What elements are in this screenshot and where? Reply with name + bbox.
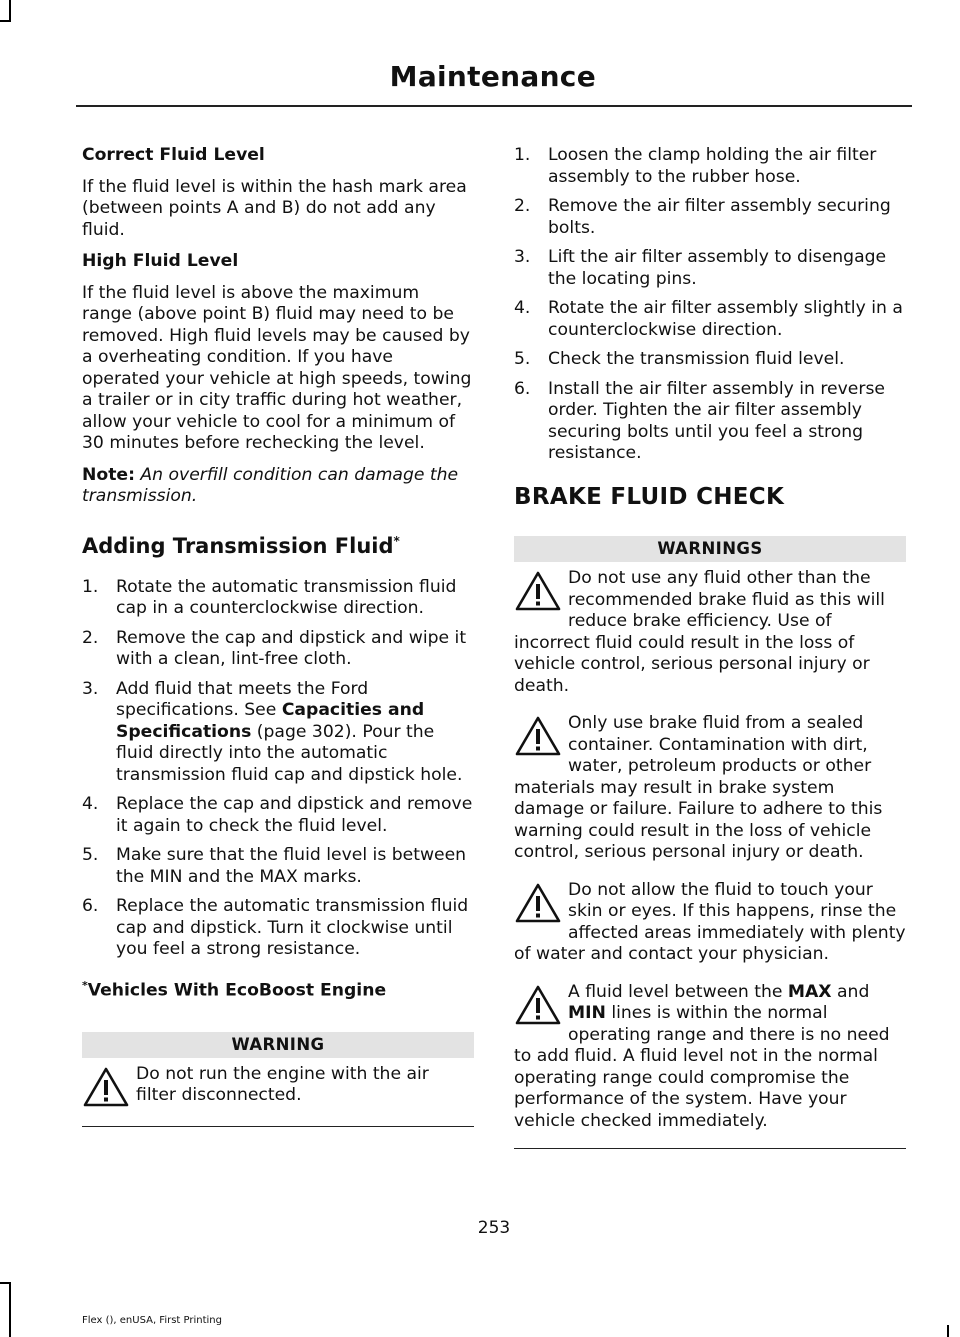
step-text: Replace the automatic transmission fluid cap and dipstick. Turn it clockwise until you feel a strong resistance. [116, 896, 469, 959]
warning-triangle-icon [514, 715, 564, 757]
step-text-post: (page 302). Pour the fluid directly into the automatic transmission fluid cap and dipstick hole. [116, 721, 463, 785]
adding-fluid-steps [82, 577, 474, 961]
list-item [82, 845, 474, 888]
step-number: 2. [82, 627, 99, 648]
step-text: Rotate the automatic transmission fluid cap in a counterclockwise direction. [116, 576, 457, 618]
page-number: 253 [477, 1218, 511, 1238]
step-number: 3. [514, 247, 531, 267]
warning-triangle-icon [82, 1066, 132, 1108]
warning-text: Do not use any fluid other than the recommended brake fluid as this will reduce brake efficiency. Use of incorrect fluid could result in the loss of vehicle control, serious personal injury or death. [514, 568, 885, 696]
step-text: Make sure that the fluid level is between the MIN and the MAX marks. [116, 845, 467, 887]
crop-mark [947, 1325, 949, 1337]
high-fluid-text: If the fluid level is above the maximum range (above point B) fluid may need to be removed. High fluid levels may be caused by a overheating condition. If you have operated your vehicle at high speeds, towing a trailer or in city traffic during hot weather, allow your vehicle to cool for a minimum of 30 minutes before rechecking the level. [82, 282, 472, 453]
step-text: Rotate the air filter assembly slightly in a counterclockwise direction. [548, 298, 903, 340]
step-number: 1. [82, 576, 99, 597]
warning-triangle-icon [514, 570, 564, 612]
step-text: Loosen the clamp holding the air filter assembly to the rubber hose. [548, 145, 877, 187]
warning-text-post: lines is within the normal operating range and there is no need to add fluid. A fluid level not in the normal operating range could compromise the performance of the system. Have your vehicle checked immediately. [514, 1003, 890, 1131]
step-text: Check the transmission fluid level. [548, 349, 845, 369]
warning-block [514, 880, 906, 966]
warning-text-pre: A fluid level between the [568, 981, 788, 1002]
high-fluid-heading: High Fluid Level [82, 251, 239, 271]
crop-mark [9, 0, 11, 22]
footer-text: Flex (), enUSA, First Printing [82, 1315, 222, 1326]
warning-block [82, 1064, 474, 1110]
step-number: 2. [514, 196, 531, 216]
step-number: 6. [82, 896, 99, 916]
correct-fluid-text: If the fluid level is within the hash mark area (between points A and B) do not add any fluid. [82, 176, 467, 240]
list-item [514, 379, 906, 465]
step-text: Replace the cap and dipstick and remove it again to check the fluid level. [116, 794, 473, 836]
warning-text: Do not allow the fluid to touch your skin or eyes. If this happens, rinse the affected areas immediately with plenty of water and contact your physician. [514, 879, 906, 964]
brake-fluid-heading: BRAKE FLUID CHECK [514, 483, 785, 510]
note [82, 465, 474, 508]
note-label: Note: [82, 464, 135, 485]
step-text: Lift the air filter assembly to disengage the locating pins. [548, 247, 887, 289]
step-number: 5. [82, 845, 99, 865]
warning-block [514, 982, 906, 1133]
warning-block [514, 713, 906, 864]
list-item [514, 196, 906, 239]
step-text: Remove the air filter assembly securing bolts. [548, 196, 891, 238]
min-label: MIN [568, 1003, 606, 1023]
page-title: Maintenance [389, 60, 596, 93]
list-item [82, 628, 474, 671]
warning-triangle-icon [514, 984, 564, 1026]
footnote-marker: * [393, 533, 400, 548]
header-divider [76, 105, 912, 107]
max-label: MAX [787, 981, 832, 1002]
list-item [82, 679, 474, 787]
crop-mark [9, 1282, 11, 1337]
warning-text: Only use brake fluid from a sealed container. Contamination with dirt, water, petroleum products or other materials may result in brake system damage or failure. Failure to adhere to this warning could result in the loss of vehicle control, serious personal injury or death. [514, 713, 883, 862]
warning-label: WARNING [82, 1032, 474, 1058]
list-item [514, 145, 906, 188]
footnote-marker: * [82, 978, 88, 992]
step-text: Install the air filter assembly in reverse order. Tighten the air filter assembly securing bolts until you feel a strong resistance. [548, 378, 885, 463]
list-item [82, 577, 474, 620]
list-item [514, 349, 906, 371]
step-text-pre: Add fluid that meets the Ford specifications. See [116, 678, 369, 720]
list-item [82, 896, 474, 961]
list-item [514, 247, 906, 290]
step-number: 5. [514, 349, 531, 369]
step-number: 3. [82, 678, 99, 699]
step-number: 6. [514, 378, 531, 399]
list-item [82, 794, 474, 837]
air-filter-steps [514, 145, 906, 465]
footnote-text: Vehicles With EcoBoost Engine [87, 980, 387, 1001]
warning-divider [514, 1148, 906, 1149]
warnings-label: WARNINGS [514, 536, 906, 562]
left-column [82, 145, 474, 1127]
right-column [514, 145, 906, 1149]
list-item [514, 298, 906, 341]
footnote [82, 975, 474, 1002]
warning-divider [82, 1126, 474, 1127]
adding-fluid-heading-text: Adding Transmission Fluid [82, 533, 394, 558]
warning-text: Do not run the engine with the air filter disconnected. [136, 1063, 429, 1106]
note-text: An overfill condition can damage the transmission. [82, 464, 459, 506]
warning-block [514, 568, 906, 697]
correct-fluid-heading: Correct Fluid Level [82, 145, 265, 165]
crop-mark [0, 20, 11, 22]
step-number: 1. [514, 145, 531, 165]
adding-fluid-heading [82, 528, 474, 559]
step-number: 4. [514, 298, 531, 318]
capacities-link[interactable]: Capacities and Specifications [116, 700, 425, 742]
warning-text-mid: and [831, 981, 870, 1002]
warning-triangle-icon [514, 882, 564, 924]
step-number: 4. [82, 794, 99, 814]
crop-mark [0, 1282, 11, 1284]
step-text: Remove the cap and dipstick and wipe it with a clean, lint-free cloth. [116, 627, 467, 669]
